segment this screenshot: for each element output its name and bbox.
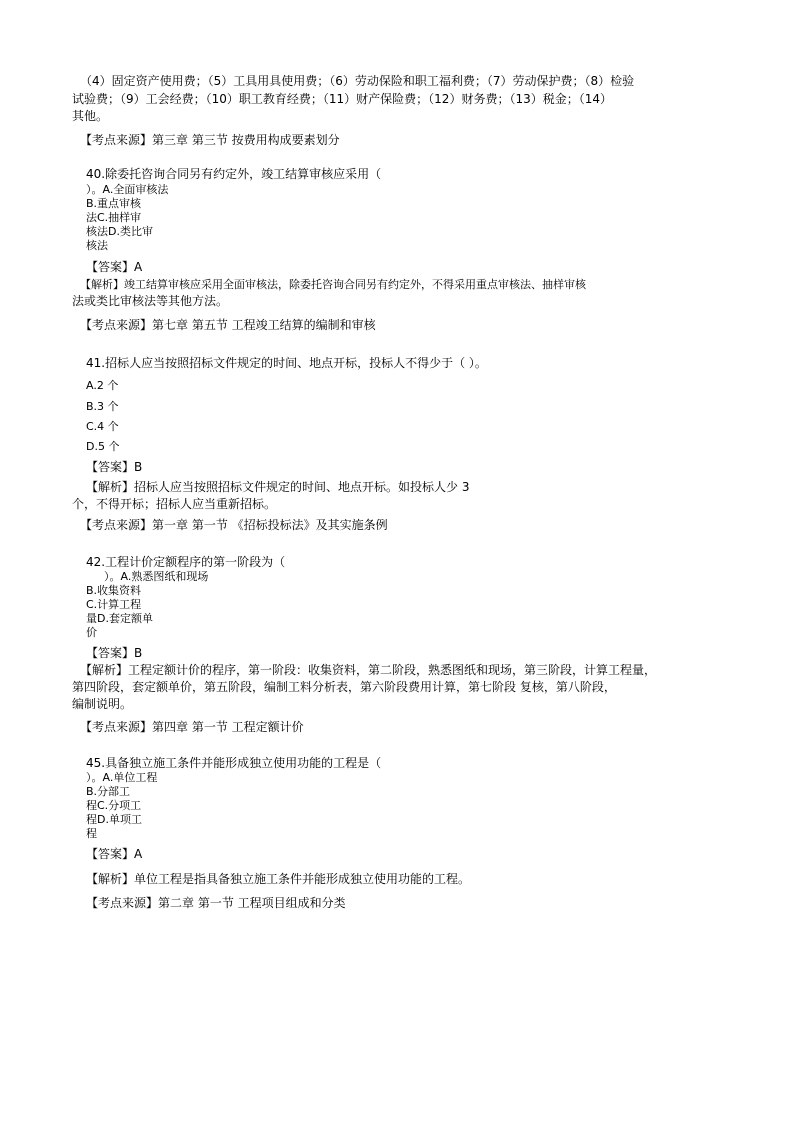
q40-option-3: 核法D.类比审 [86, 225, 153, 238]
q41-source: 【考点来源】第一章 第一节 《招标投标法》及其实施条例 [80, 518, 388, 532]
intro-line-3: 其他。 [72, 109, 109, 123]
q41-option-c: C.4 个 [86, 420, 119, 433]
q40-analysis-1: 【解析】竣工结算审核应采用全面审核法，除委托咨询合同另有约定外，不得采用重点审核法、抽样审核 [80, 278, 586, 291]
q42-analysis-1: 【解析】工程定额计价的程序，第一阶段：收集资料，第二阶段，熟悉图纸和现场，第三阶段，计算工程量， [80, 663, 657, 677]
intro-line-1: （4）固定资产使用费；（5）工具用具使用费；（6）劳动保险和职工福利费；（7）劳动保护费；（8）检验 [80, 74, 635, 88]
q42-stem-1: 42.工程计价定额程序的第一阶段为（ [86, 555, 286, 569]
q40-stem-1: 40.除委托咨询合同另有约定外，竣工结算审核应采用（ [86, 167, 382, 181]
q42-analysis-3: 编制说明。 [72, 697, 133, 711]
q42-option-4: 价 [86, 626, 97, 639]
q40-option-2: 法C.抽样审 [86, 211, 142, 224]
intro-source: 【考点来源】第三章 第三节 按费用构成要素划分 [80, 133, 340, 147]
q41-option-d: D.5 个 [86, 440, 120, 453]
q42-option-3: 量D.套定额单 [86, 612, 153, 625]
q40-source: 【考点来源】第七章 第五节 工程竣工结算的编制和审核 [80, 318, 376, 332]
q41-analysis-2: 个，不得开标；招标人应当重新招标。 [72, 497, 277, 511]
q42-analysis-2: 第四阶段，套定额单价，第五阶段，编制工料分析表，第六阶段费用计算，第七阶段 复核，第八阶段， [72, 680, 616, 694]
q40-answer: 【答案】A [86, 260, 143, 274]
q45-source: 【考点来源】第二章 第一节 工程项目组成和分类 [86, 896, 346, 910]
q41-option-a: A.2 个 [86, 379, 119, 392]
q40-analysis-2: 法或类比审核法等其他方法。 [72, 294, 229, 308]
q41-option-b: B.3 个 [86, 400, 119, 413]
q45-analysis: 【解析】单位工程是指具备独立施工条件并能形成独立使用功能的工程。 [86, 872, 471, 886]
q41-answer: 【答案】B [86, 460, 143, 474]
q45-answer: 【答案】A [86, 847, 143, 861]
q45-option-1: B.分部工 [86, 785, 131, 798]
intro-line-2: 试验费；（9）工会经费；（10）职工教育经费；（11）财产保险费；（12）财务费；（13）税金；（14） [72, 92, 612, 106]
q45-stem-1: 45.具备独立施工条件并能形成独立使用功能的工程是（ [86, 756, 382, 770]
q42-option-1: B.收集资料 [86, 584, 142, 597]
q41-analysis-1: 【解析】招标人应当按照招标文件规定的时间、地点开标。如投标人少 3 [86, 480, 470, 494]
q45-stem-2: ）。A.单位工程 [86, 771, 158, 784]
q42-answer: 【答案】B [86, 646, 143, 660]
q42-source: 【考点来源】第四章 第一节 工程定额计价 [80, 720, 304, 734]
q40-option-1: B.重点审核 [86, 197, 142, 210]
q41-stem: 41.招标人应当按照招标文件规定的时间、地点开标，投标人不得少于（ ）。 [86, 356, 487, 370]
q40-stem-2: ）。A.全面审核法 [86, 183, 169, 196]
q42-option-2: C.计算工程 [86, 598, 142, 611]
q42-stem-2: ）。A.熟悉图纸和现场 [104, 570, 209, 583]
q45-option-2: 程C.分项工 [86, 799, 142, 812]
q45-option-3: 程D.单项工 [86, 813, 142, 826]
q40-option-4: 核法 [86, 239, 108, 252]
q45-option-4: 程 [86, 827, 97, 840]
